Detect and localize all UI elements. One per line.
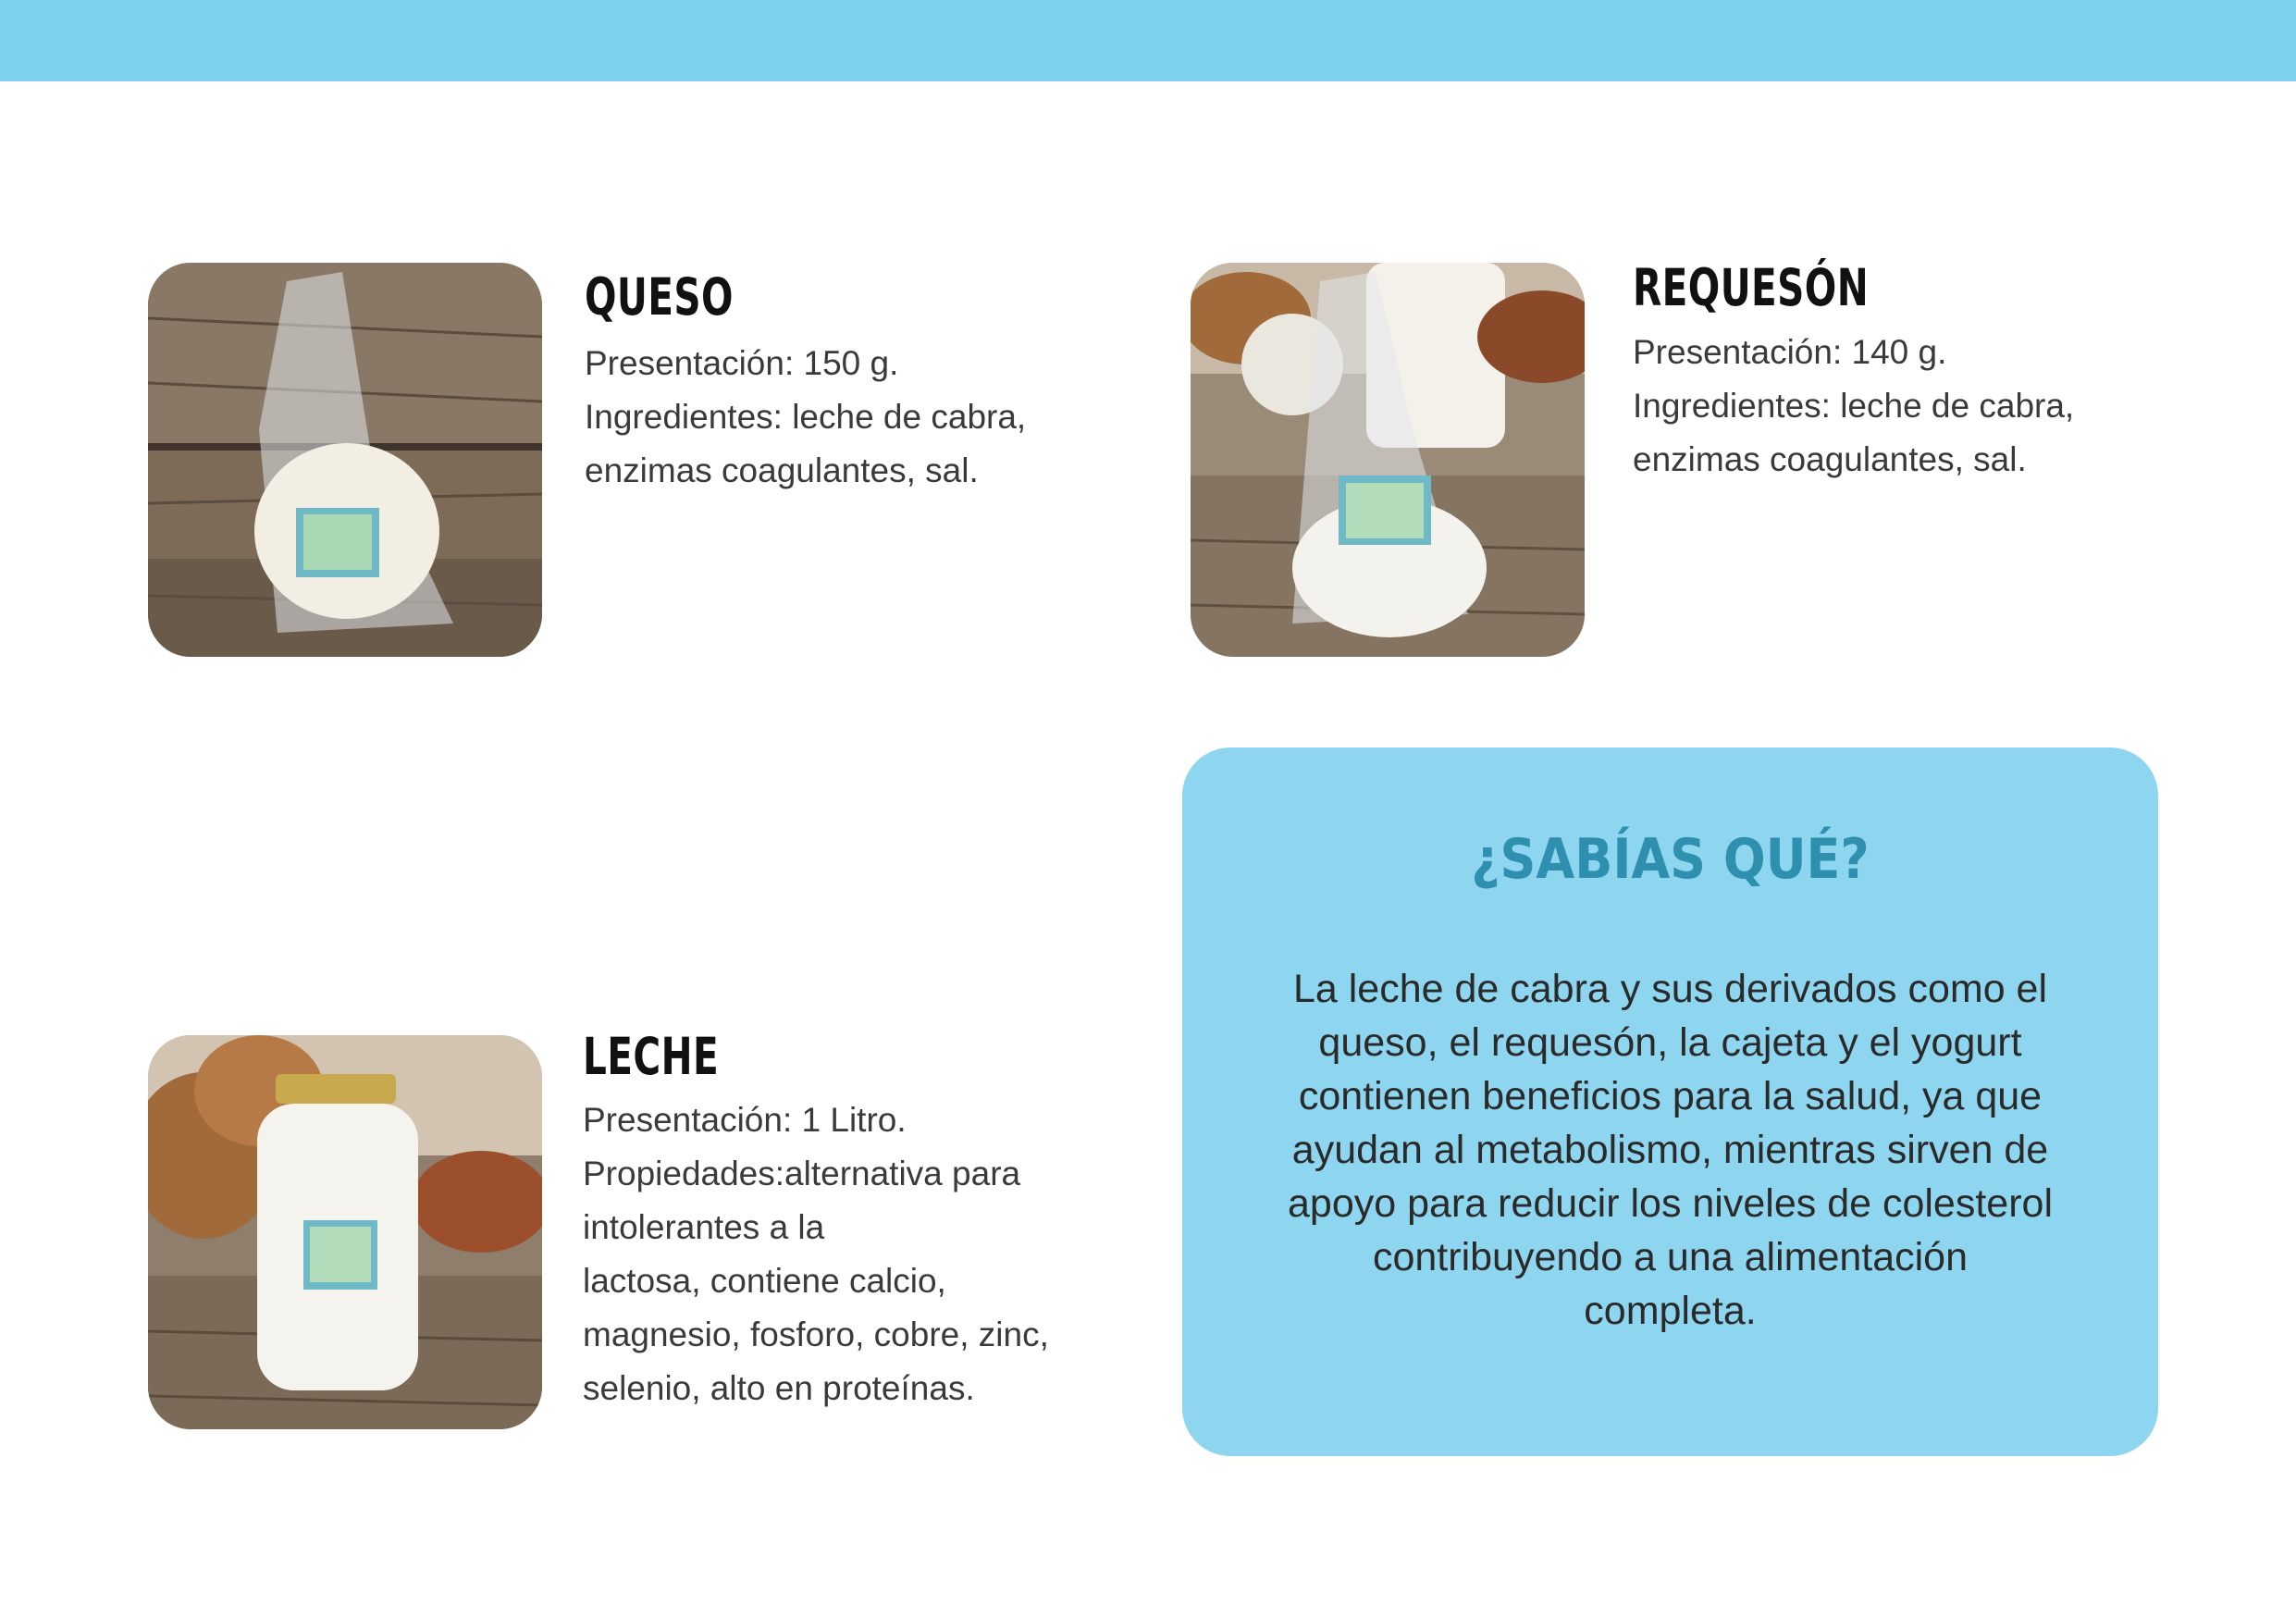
leche-presentation: Presentación: 1 Litro. <box>583 1101 907 1139</box>
did-you-know-text <box>1228 962 2112 1338</box>
leche-properties-line-5: selenio, alto en proteínas. <box>583 1369 975 1407</box>
leche-properties-line-2: intolerantes a la <box>583 1208 825 1246</box>
leche-title: LECHE <box>583 1027 720 1086</box>
requeson-ingredients-cont: enzimas coagulantes, sal. <box>1633 440 2027 478</box>
did-you-know-title: ¿SABÍAS QUÉ? <box>1471 827 1870 892</box>
top-banner-bar <box>0 0 2296 81</box>
did-you-know-box <box>1182 747 2158 1456</box>
queso-title: QUESO <box>585 267 734 327</box>
fact-line: completa. <box>1584 1289 1757 1333</box>
queso-ingredients: Ingredientes: leche de cabra, <box>585 398 1027 436</box>
fact-line: contienen beneficios para la salud, ya que <box>1298 1074 2043 1118</box>
queso-presentation: Presentación: 150 g. <box>585 344 899 382</box>
queso-product-photo <box>148 263 542 657</box>
requeson-title: REQUESÓN <box>1633 258 1870 317</box>
leche-properties-line-3: lactosa, contiene calcio, <box>583 1262 946 1300</box>
fact-line: La leche de cabra y sus derivados como el <box>1292 967 2048 1011</box>
leche-product-photo <box>148 1035 542 1429</box>
queso-ingredients-cont: enzimas coagulantes, sal. <box>585 451 979 489</box>
leche-properties-line-4: magnesio, fosforo, cobre, zinc, <box>583 1315 1049 1353</box>
fact-line: queso, el requesón, la cajeta y el yogurt <box>1318 1020 2022 1065</box>
fact-line: apoyo para reducir los niveles de colesterol <box>1287 1181 2053 1226</box>
fact-line: contribuyendo a una alimentación <box>1372 1235 1969 1279</box>
requeson-product-photo <box>1191 263 1585 657</box>
requeson-ingredients: Ingredientes: leche de cabra, <box>1633 387 2075 425</box>
requeson-presentation: Presentación: 140 g. <box>1633 333 1947 371</box>
fact-line: ayudan al metabolismo, mientras sirven de <box>1291 1128 2049 1172</box>
leche-properties: Propiedades:alternativa para <box>583 1155 1021 1192</box>
